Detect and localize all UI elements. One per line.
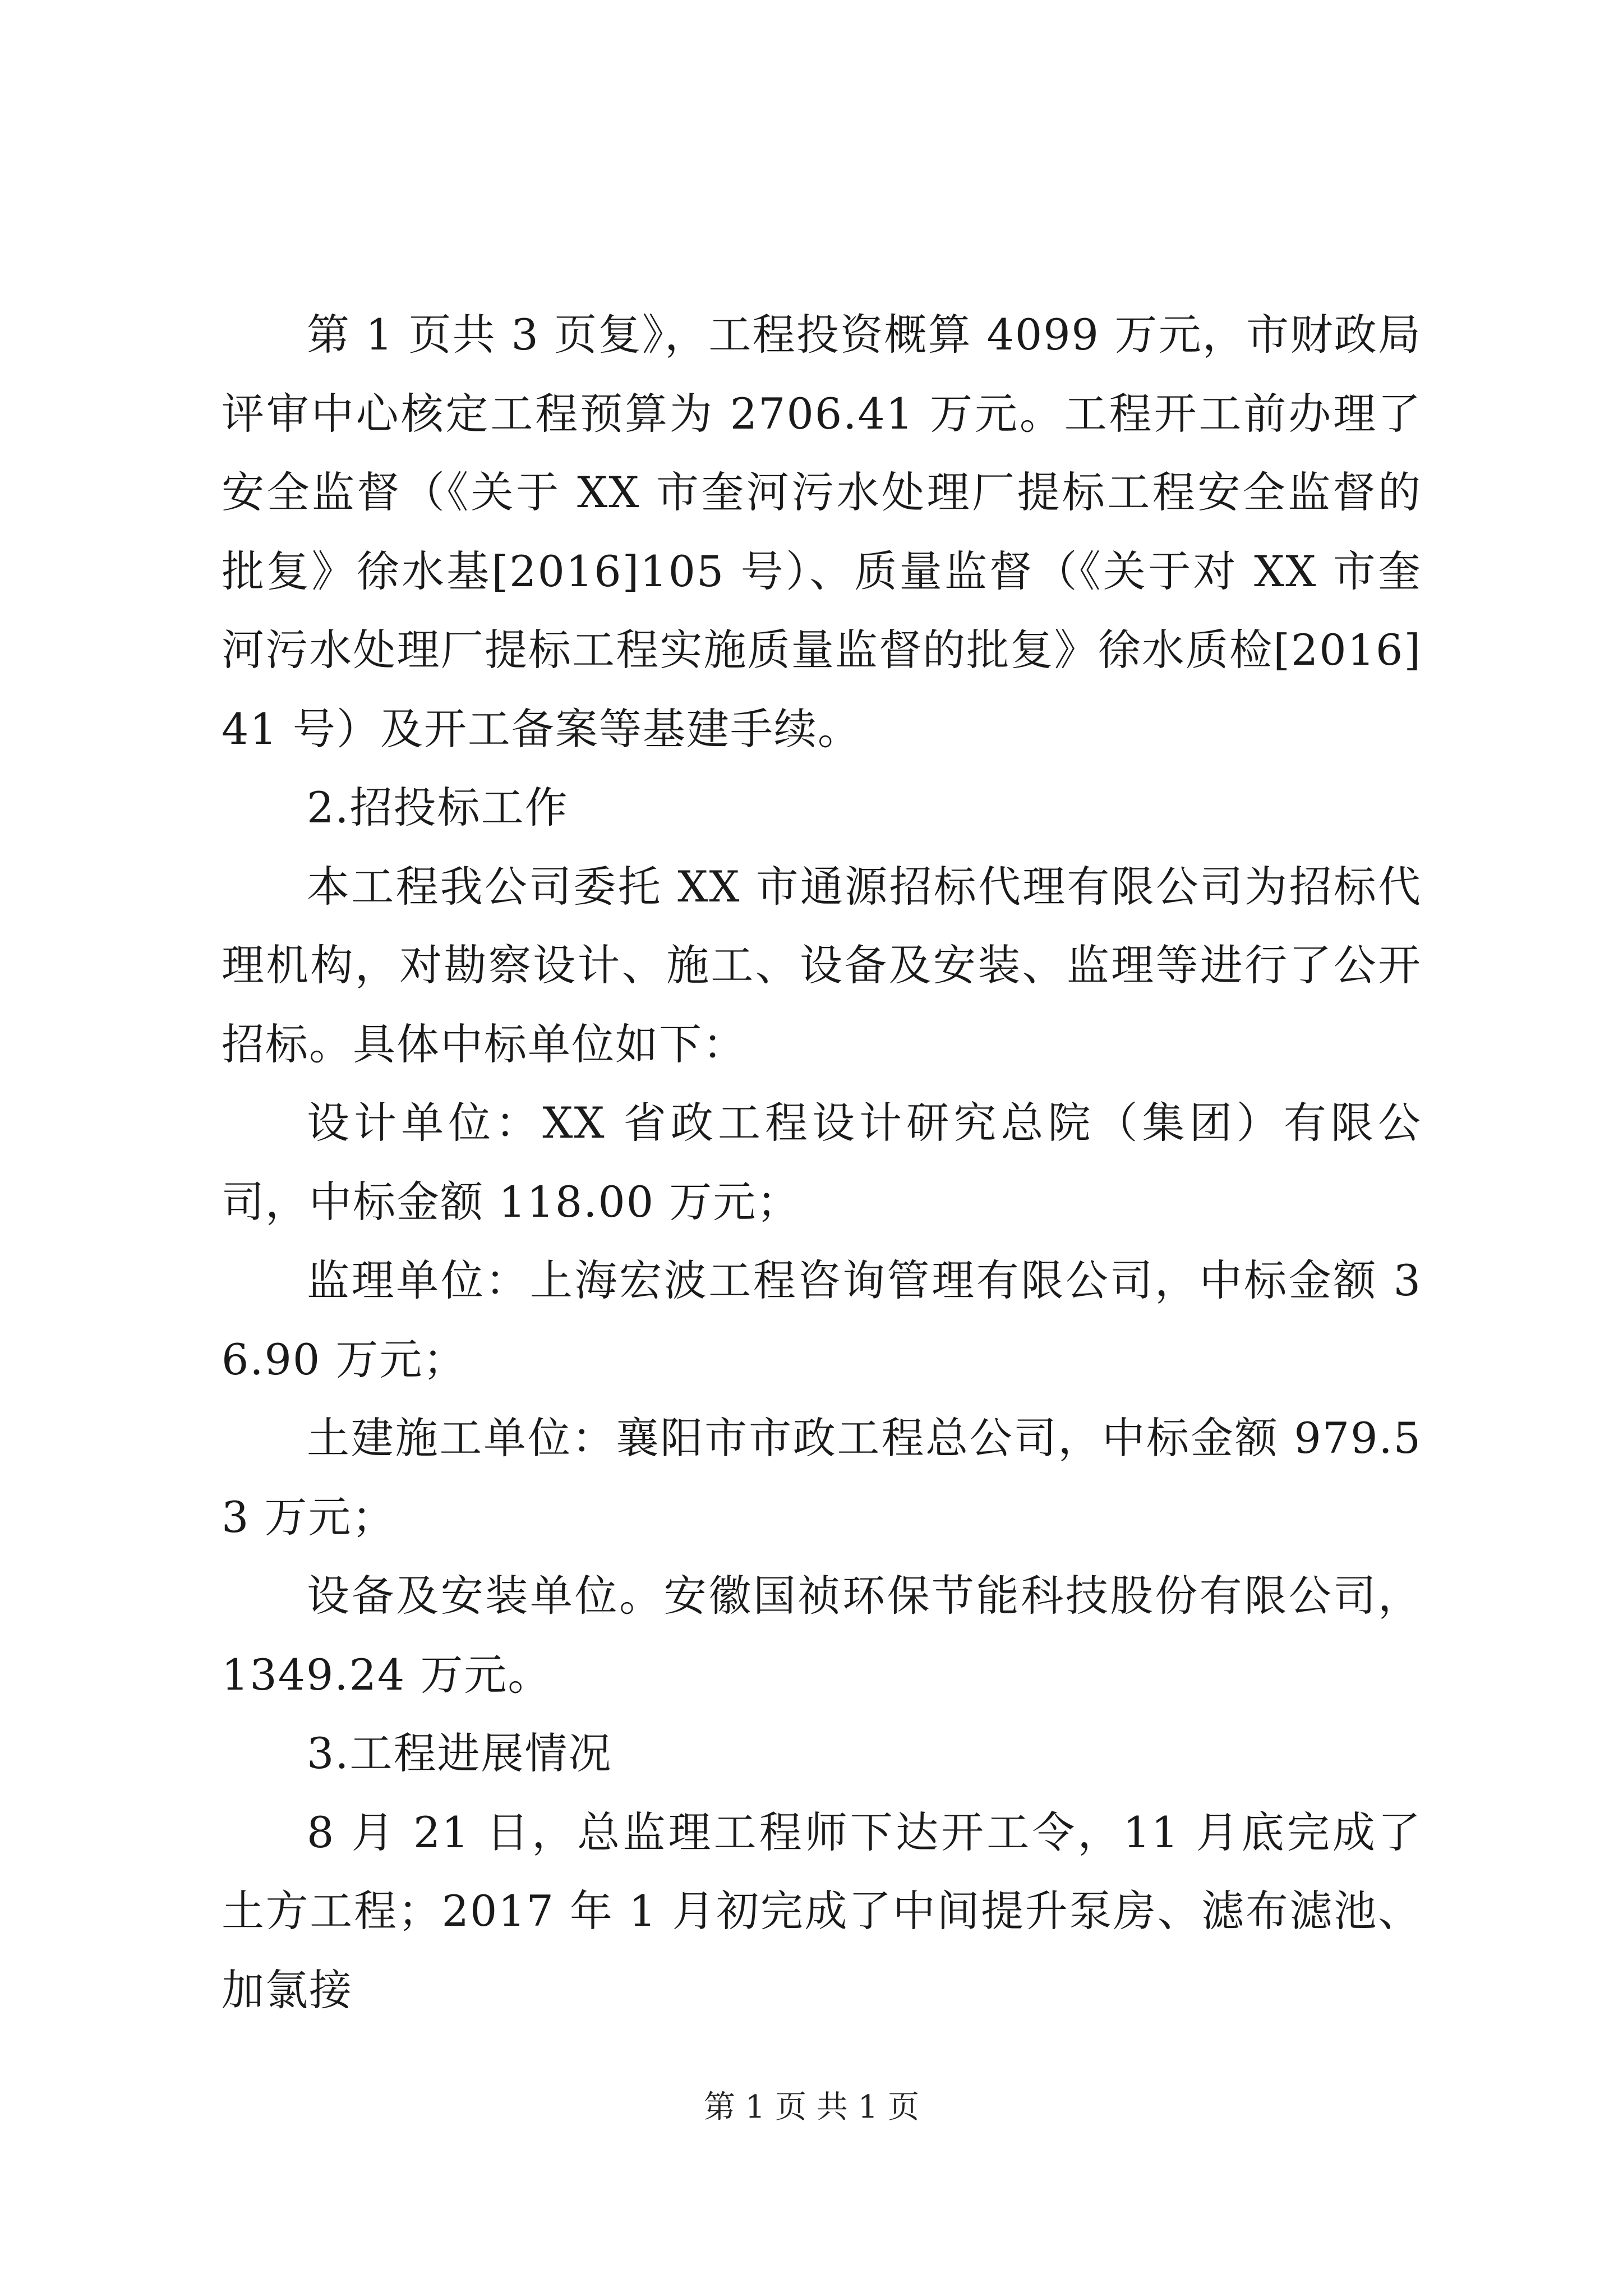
paragraph-progress-details: 8 月 21 日，总监理工程师下达开工令，11 月底完成了土方工程；2017 年 1 月初完成了中间提升泵房、滤布滤池、加氯接 xyxy=(222,1807,1422,2015)
paragraph-design-unit: 设计单位：XX 省政工程设计研究总院（集团）有限公司，中标金额 118.00 万元； xyxy=(222,1098,1422,1227)
paragraph-construction-unit: 土建施工单位：襄阳市市政工程总公司，中标金额 979.53 万元； xyxy=(222,1413,1422,1542)
paragraph-equipment-unit: 设备及安装单位。安徽国祯环保节能科技股份有限公司，1349.24 万元。 xyxy=(222,1571,1422,1700)
document-body xyxy=(222,296,1422,2030)
paragraph-bidding-agency: 本工程我公司委托 XX 市通源招标代理有限公司为招标代理机构，对勘察设计、施工、设备及安装、监理等进行了公开招标。具体中标单位如下： xyxy=(222,861,1422,1069)
paragraph-project-approval: 第 1 页共 3 页复》，工程投资概算 4099 万元，市财政局评审中心核定工程预算为 2706.41 万元。工程开工前办理了安全监督（《关于 XX 市奎河污水处理厂提标工程安全监督的批复》徐水基[2016]105 号）、质量监督（《关于对 XX 市奎河污水处理厂提标工程实施质量监督的批复》徐水质检[2016]41 号）及开工备案等基建手续。 xyxy=(222,310,1422,754)
heading-project-progress: 3.工程进展情况 xyxy=(307,1728,612,1778)
page-footer: 第 1 页 共 1 页 xyxy=(703,2089,920,2125)
heading-bidding-work: 2.招投标工作 xyxy=(307,783,569,832)
paragraph-supervision-unit: 监理单位：上海宏波工程咨询管理有限公司，中标金额 36.90 万元； xyxy=(222,1255,1422,1384)
